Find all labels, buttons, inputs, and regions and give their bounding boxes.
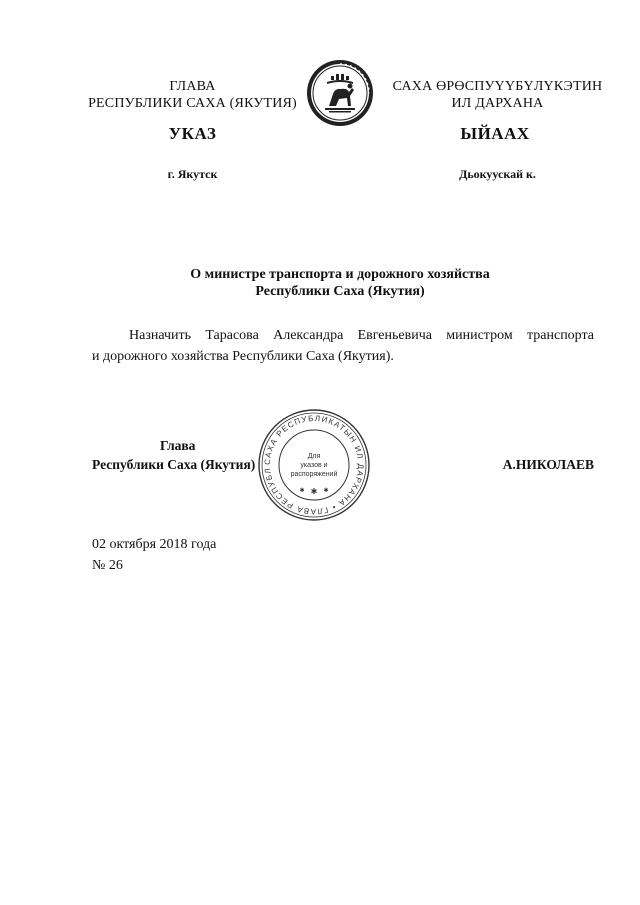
header-left-line2: РЕСПУБЛИКИ САХА (ЯКУТИЯ) — [88, 96, 297, 111]
doc-type-left: УКАЗ — [168, 124, 217, 143]
document-footer — [92, 534, 392, 576]
signatory-name: А.НИКОЛАЕВ — [502, 457, 594, 472]
signature-title-line1: Глава — [160, 438, 196, 453]
header-left-line1: ГЛАВА — [169, 79, 216, 94]
seal-ring-text: САХА РЕСПУБЛИКАТЫН ИЛ ДАРХАНА • ГЛАВА РЕСПУБЛ — [262, 413, 366, 517]
body-line2: и дорожного хозяйства Республики Саха (Якутия). — [92, 349, 394, 364]
document-subject — [90, 266, 590, 300]
signature-title-line2: Республики Саха (Якутия) — [92, 457, 256, 472]
header-right-line2: ИЛ ДАРХАНА — [451, 96, 544, 111]
document-number: № 26 — [92, 558, 123, 573]
official-seal-stamp — [257, 408, 371, 522]
header-right-line1: САХА ӨРӨСПУҮҮБҮЛҮКЭТИН — [392, 79, 603, 94]
coat-of-arms-icon — [305, 58, 375, 128]
seal-star-icon: ✱ — [323, 488, 329, 494]
seal-center-line2: указов и — [300, 462, 328, 469]
subject-line1: О министре транспорта и дорожного хозяйства — [190, 267, 490, 282]
seal-center-line1: Для — [307, 453, 321, 460]
seal-icon — [257, 408, 371, 522]
city-right: Дьокуускай к. — [459, 167, 536, 181]
seal-center-line3: распоряжений — [290, 471, 338, 478]
document-date: 02 октября 2018 года — [92, 537, 217, 552]
document-body — [92, 325, 594, 367]
subject-line2: Республики Саха (Якутия) — [255, 284, 425, 299]
header-right — [380, 78, 615, 112]
coat-of-arms-emblem — [305, 58, 375, 128]
seal-star-icon: ✱ — [299, 488, 305, 494]
seal-star-icon: ✱ — [310, 487, 318, 496]
doc-type-right: ЫЙААХ — [460, 124, 530, 143]
body-line1: Назначить Тарасова Александра Евгеньевича министром транспорта — [129, 328, 594, 343]
city-left: г. Якутск — [167, 167, 218, 181]
header-left — [80, 78, 305, 112]
